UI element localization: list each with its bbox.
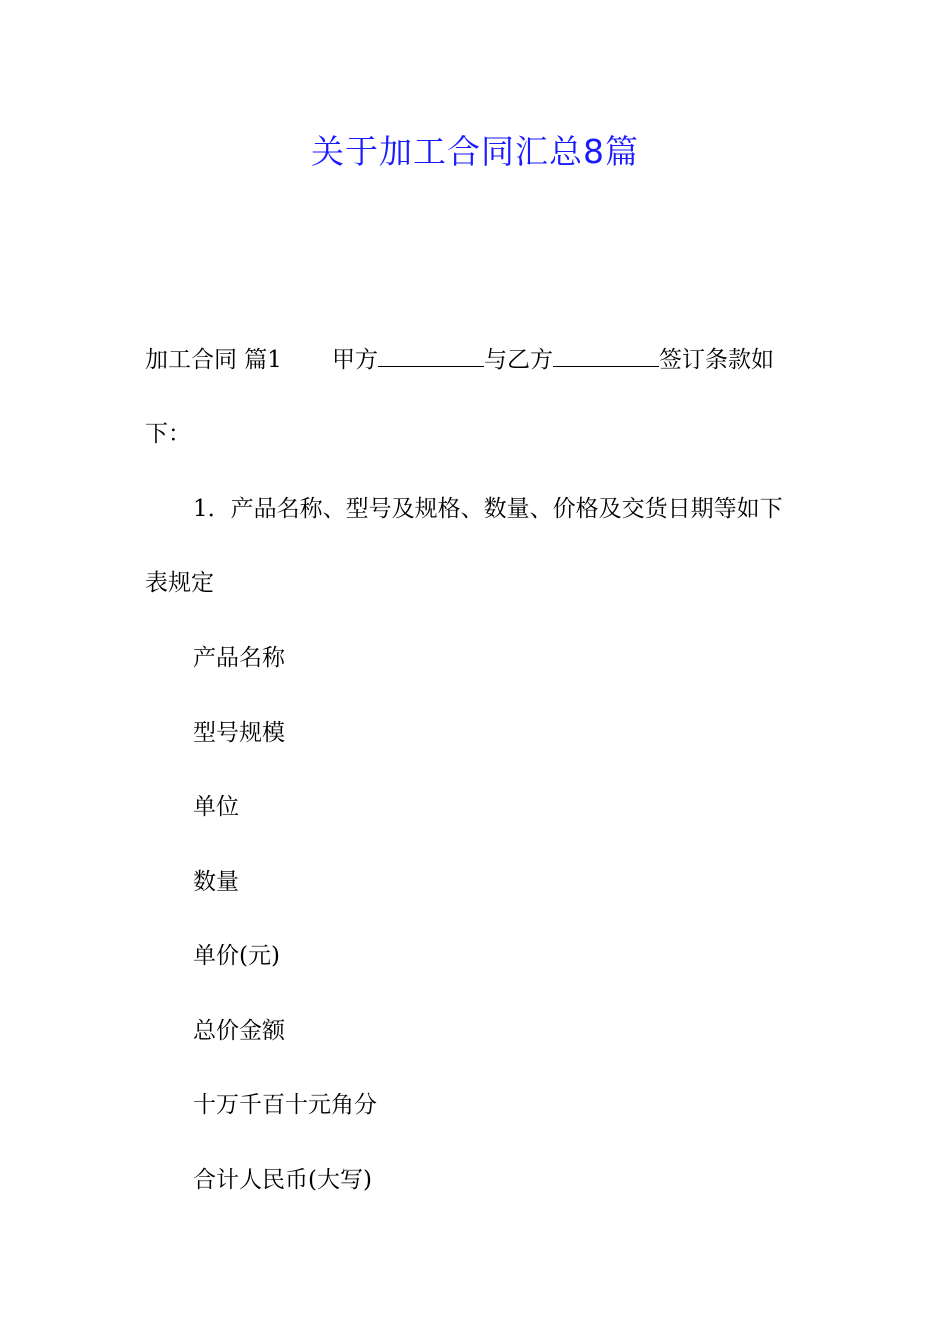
party-b-blank <box>553 340 659 367</box>
clause-1-text: 1．产品名称、型号及规格、数量、价格及交货日期等如下 <box>193 496 783 522</box>
terms-continuation: 下： <box>145 421 191 447</box>
party-a-blank <box>378 340 484 367</box>
field-amount-digits: 十万千百十元角分 <box>193 1092 377 1118</box>
terms-text: 签订条款如 <box>658 347 774 373</box>
field-total-rmb: 合计人民币(大写) <box>193 1167 372 1193</box>
clause-1-continuation: 表规定 <box>145 570 214 596</box>
field-model-spec: 型号规模 <box>193 720 285 746</box>
field-product-name: 产品名称 <box>193 645 285 671</box>
field-total-amount: 总价金额 <box>193 1018 285 1044</box>
document-title: 关于加工合同汇总8篇 <box>311 132 639 171</box>
party-b-label: 与乙方 <box>483 347 553 373</box>
section-heading: 加工合同 篇1 <box>145 347 282 373</box>
party-a-label: 甲方 <box>331 347 378 373</box>
field-unit: 单位 <box>193 794 239 820</box>
field-quantity: 数量 <box>193 869 239 895</box>
field-unit-price: 单价(元) <box>193 943 280 969</box>
contract-opening-line <box>145 340 810 380</box>
